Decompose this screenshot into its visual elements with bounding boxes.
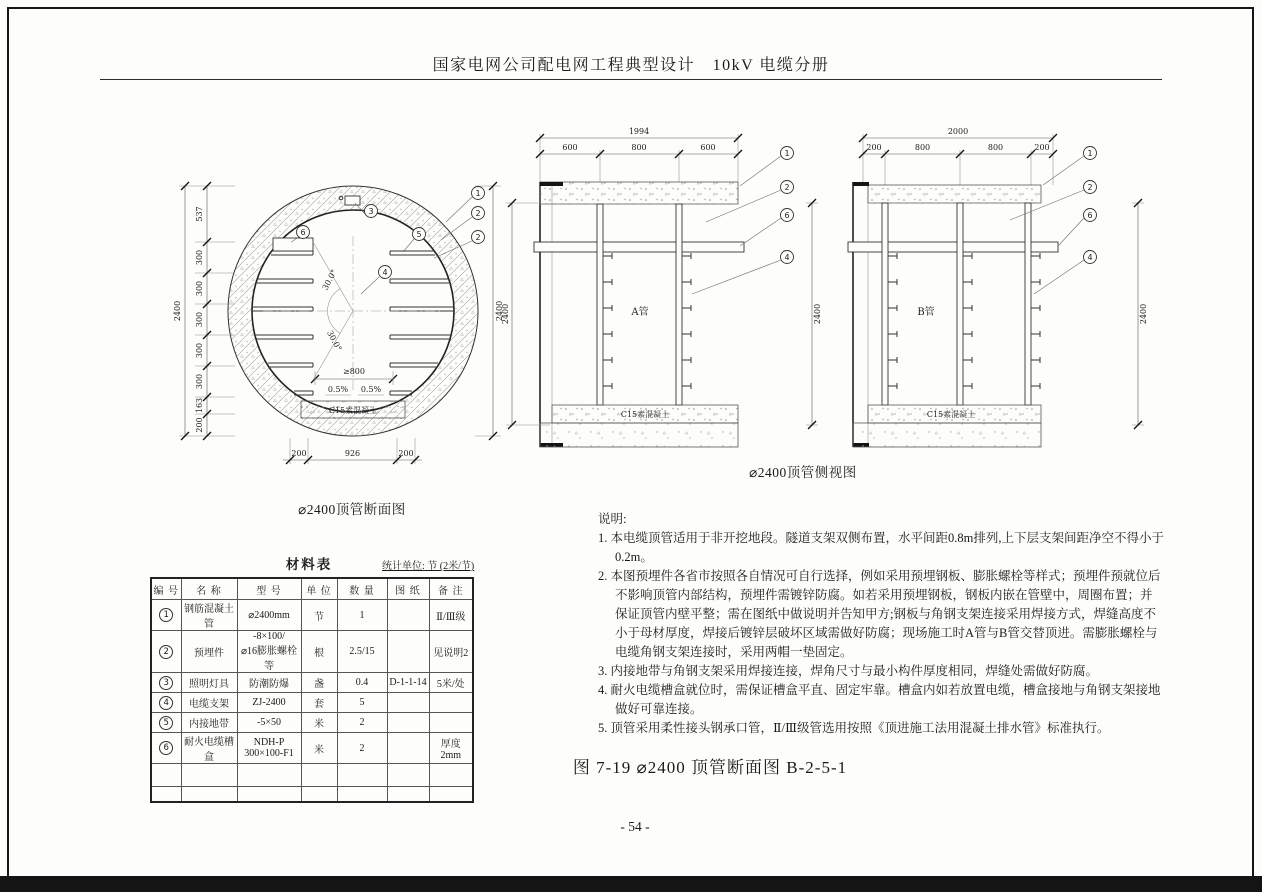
fire-trough-box <box>273 238 313 251</box>
dim-1994: 1994 <box>628 127 650 136</box>
item-name: 钢筋混凝土管 <box>181 600 237 631</box>
col-header: 图 纸 <box>387 578 429 600</box>
pipe-body-b <box>848 182 1058 447</box>
item-name: 电缆支架 <box>181 693 237 713</box>
svg-text:4: 4 <box>382 268 388 277</box>
item-number: 5 <box>159 716 173 730</box>
svg-text:2: 2 <box>475 233 481 242</box>
dim-2000: 2000 <box>947 127 969 136</box>
angle-label-lower: 30.0° <box>325 329 344 353</box>
figure-caption: 图 7-19 ⌀2400 顶管断面图 B-2-5-1 <box>572 758 848 777</box>
top-dimensions-a <box>536 127 742 182</box>
item-unit: 米 <box>301 713 337 733</box>
notes-section <box>598 510 1164 738</box>
item-unit: 盏 <box>301 673 337 693</box>
item-number: 6 <box>159 741 173 755</box>
dim-2400-right: 2400 <box>495 300 504 322</box>
item-name: 预埋件 <box>181 631 237 673</box>
item-qty: 0.4 <box>337 673 387 693</box>
slope-labels <box>325 385 384 395</box>
item-model: NDH-P 300×100-F1 <box>237 733 301 764</box>
slope-right-label: 0.5% <box>360 385 382 394</box>
callout-b-1 <box>1043 147 1097 186</box>
item-model: ZJ-2400 <box>237 693 301 713</box>
item-qty: 2 <box>337 733 387 764</box>
header-divider <box>100 79 1162 80</box>
note-item-1: 1. 本电缆顶管适用于非开挖地段。隧道支架双侧布置，水平间距0.8m排列,上下层支架间距净空不得小于0.2m。 <box>598 531 1164 564</box>
top-dimensions-b <box>859 127 1057 185</box>
concrete-base-label-b: C15素混凝土 <box>926 410 976 419</box>
page-title: 国家电网公司配电网工程典型设计 10kV 电缆分册 <box>432 57 830 74</box>
materials-table-header-row <box>151 578 473 600</box>
dim-200: 200 <box>866 143 882 152</box>
table-row <box>151 631 473 673</box>
dim-163: 163 <box>195 397 204 414</box>
item-number: 2 <box>159 645 173 659</box>
callout-a-4 <box>692 251 794 295</box>
concrete-base-label: C15素混凝土 <box>328 406 378 415</box>
concrete-base-label-a: C15素混凝土 <box>620 410 670 419</box>
svg-text:6: 6 <box>300 228 306 237</box>
item-name: 照明灯具 <box>181 673 237 693</box>
svg-text:2: 2 <box>784 183 790 192</box>
dim-926: 926 <box>344 449 361 458</box>
slope-left-label: 0.5% <box>327 385 349 394</box>
item-unit: 节 <box>301 600 337 631</box>
item-unit: 根 <box>301 631 337 673</box>
item-drawing <box>387 631 429 673</box>
page-bottom-bar <box>0 876 1262 892</box>
item-drawing: D-1-1-14 <box>387 673 429 693</box>
dim-2400-a-right: 2400 <box>813 303 822 325</box>
svg-text:4: 4 <box>784 253 790 262</box>
left-dimension-chain <box>179 182 235 440</box>
right-dimension-b <box>1132 199 1148 429</box>
table-row <box>151 713 473 733</box>
item-drawing <box>387 693 429 713</box>
col-header: 编 号 <box>151 578 181 600</box>
dim-200: 200 <box>398 449 414 458</box>
dim-200: 200 <box>291 449 307 458</box>
dim-2400-b-right: 2400 <box>1139 303 1148 325</box>
dim-300: 300 <box>195 373 204 390</box>
item-qty: 1 <box>337 600 387 631</box>
overall-dimension-left <box>173 182 189 440</box>
dim-800: 800 <box>631 143 647 152</box>
svg-text:4: 4 <box>1087 253 1093 262</box>
left-dimension-a <box>501 199 550 429</box>
dim-200: 200 <box>1034 143 1050 152</box>
right-dimension-a <box>806 199 822 429</box>
pipe-body-a <box>534 182 744 447</box>
dim-2400-left: 2400 <box>173 300 182 322</box>
svg-text:6: 6 <box>784 211 790 220</box>
dim-600: 600 <box>700 143 716 152</box>
dim-600: 600 <box>562 143 578 152</box>
item-name: 内接地带 <box>181 713 237 733</box>
item-drawing <box>387 600 429 631</box>
dim-200: 200 <box>195 417 204 433</box>
side-view-b-drawing <box>838 120 1168 455</box>
item-model: ⌀2400mm <box>237 600 301 631</box>
clear-width-dimension <box>311 367 397 385</box>
table-row <box>151 673 473 693</box>
item-model: -5×50 <box>237 713 301 733</box>
table-row-empty <box>151 787 473 803</box>
svg-text:2: 2 <box>475 209 481 218</box>
item-remark <box>429 693 473 713</box>
item-unit: 套 <box>301 693 337 713</box>
dim-300: 300 <box>195 342 204 359</box>
callout-b-6 <box>1058 209 1097 247</box>
side-view-caption: ⌀2400顶管侧视图 <box>749 465 857 480</box>
callout-ground-strip <box>403 228 426 253</box>
callout-a-6 <box>740 209 794 247</box>
dim-300: 300 <box>195 280 204 297</box>
item-number: 4 <box>159 696 173 710</box>
note-item-2: 2. 本图预埋件各省市按照各自情况可自行选择，例如采用预埋钢板、膨胀螺栓等样式；预埋件预就位后不影响顶管内部结构，预埋件需镀锌防腐。如若采用预埋钢板，钢板内嵌在管壁中，周圈布置；并保证顶管内壁平整；需在图纸中做说明并告知甲方;钢板与角钢支架连接采用焊接方式，焊缝高度不小于母材厚度，焊接后镀锌层破坏区域需做好防腐；现场施工时A管与B管交替顶进。需膨胀螺栓与电缆角钢支架连接时，采用两帽一垫固定。 <box>598 569 1161 659</box>
item-name: 耐火电缆槽盒 <box>181 733 237 764</box>
callout-b-4 <box>1034 251 1097 295</box>
dim-800: 800 <box>987 143 1004 152</box>
svg-text:6: 6 <box>1087 211 1093 220</box>
item-model: 防潮防爆 <box>237 673 301 693</box>
notes-title: 说明: <box>598 512 627 526</box>
callout-a-1 <box>740 147 794 187</box>
item-remark: 5米/处 <box>429 673 473 693</box>
table-row <box>151 600 473 631</box>
dim-2400-a-left: 2400 <box>501 303 510 325</box>
pipe-a-label: A管 <box>631 307 649 318</box>
note-item-5: 5. 顶管采用柔性接头钢承口管，Ⅱ/Ⅲ级管选用按照《顶进施工法用混凝土排水管》标准执行。 <box>598 721 1110 735</box>
item-drawing <box>387 713 429 733</box>
svg-text:1: 1 <box>784 149 790 158</box>
dim-300: 300 <box>195 311 204 328</box>
col-header: 数 量 <box>337 578 387 600</box>
cross-section-caption: ⌀2400顶管断面图 <box>298 502 406 517</box>
col-header: 名 称 <box>181 578 237 600</box>
item-model: -8×100/ ⌀16膨胀螺栓等 <box>237 631 301 673</box>
note-item-4: 4. 耐火电缆槽盒就位时，需保证槽盒平直、固定牢靠。槽盒内如若放置电缆，槽盒接地与角钢支架接地做好可靠连接。 <box>598 683 1161 716</box>
col-header: 单 位 <box>301 578 337 600</box>
dim-537: 537 <box>195 206 204 222</box>
col-header: 备 注 <box>429 578 473 600</box>
item-number: 3 <box>159 676 173 690</box>
svg-text:1: 1 <box>1087 149 1093 158</box>
svg-text:2: 2 <box>1087 183 1093 192</box>
callout-bracket <box>361 266 392 295</box>
page-number: - 54 - <box>620 819 650 834</box>
item-remark: Ⅱ/Ⅲ级 <box>429 600 473 631</box>
item-drawing <box>387 733 429 764</box>
bottom-dimension-chain <box>283 438 422 464</box>
item-remark: 见说明2 <box>429 631 473 673</box>
dim-300: 300 <box>195 249 204 266</box>
svg-text:3: 3 <box>368 207 374 216</box>
item-qty: 2 <box>337 713 387 733</box>
materials-table-unit-note: 统计单位: 节 (2米/节) <box>382 561 475 572</box>
cross-section-drawing <box>145 118 530 518</box>
materials-table <box>150 577 474 803</box>
table-row <box>151 693 473 713</box>
dim-800: 800 <box>914 143 931 152</box>
item-remark: 厚度2mm <box>429 733 473 764</box>
item-remark <box>429 713 473 733</box>
pipe-b-label: B管 <box>917 307 935 318</box>
item-unit: 米 <box>301 733 337 764</box>
table-row-empty <box>151 764 473 787</box>
table-row <box>151 733 473 764</box>
item-qty: 2.5/15 <box>337 631 387 673</box>
clear-width-label: ≥800 <box>343 367 365 376</box>
note-item-3: 3. 内接地带与角钢支架采用焊接连接，焊角尺寸与最小构件厚度相同，焊缝处需做好防腐。 <box>598 664 1099 678</box>
item-number: 1 <box>159 608 173 622</box>
col-header: 型 号 <box>237 578 301 600</box>
concrete-base <box>301 401 405 418</box>
item-qty: 5 <box>337 693 387 713</box>
materials-table-title: 材料表 <box>285 557 333 572</box>
angle-label-upper: 30.0° <box>320 268 339 292</box>
svg-text:5: 5 <box>416 230 422 239</box>
svg-text:1: 1 <box>475 189 481 198</box>
side-view-a-drawing <box>500 120 825 455</box>
